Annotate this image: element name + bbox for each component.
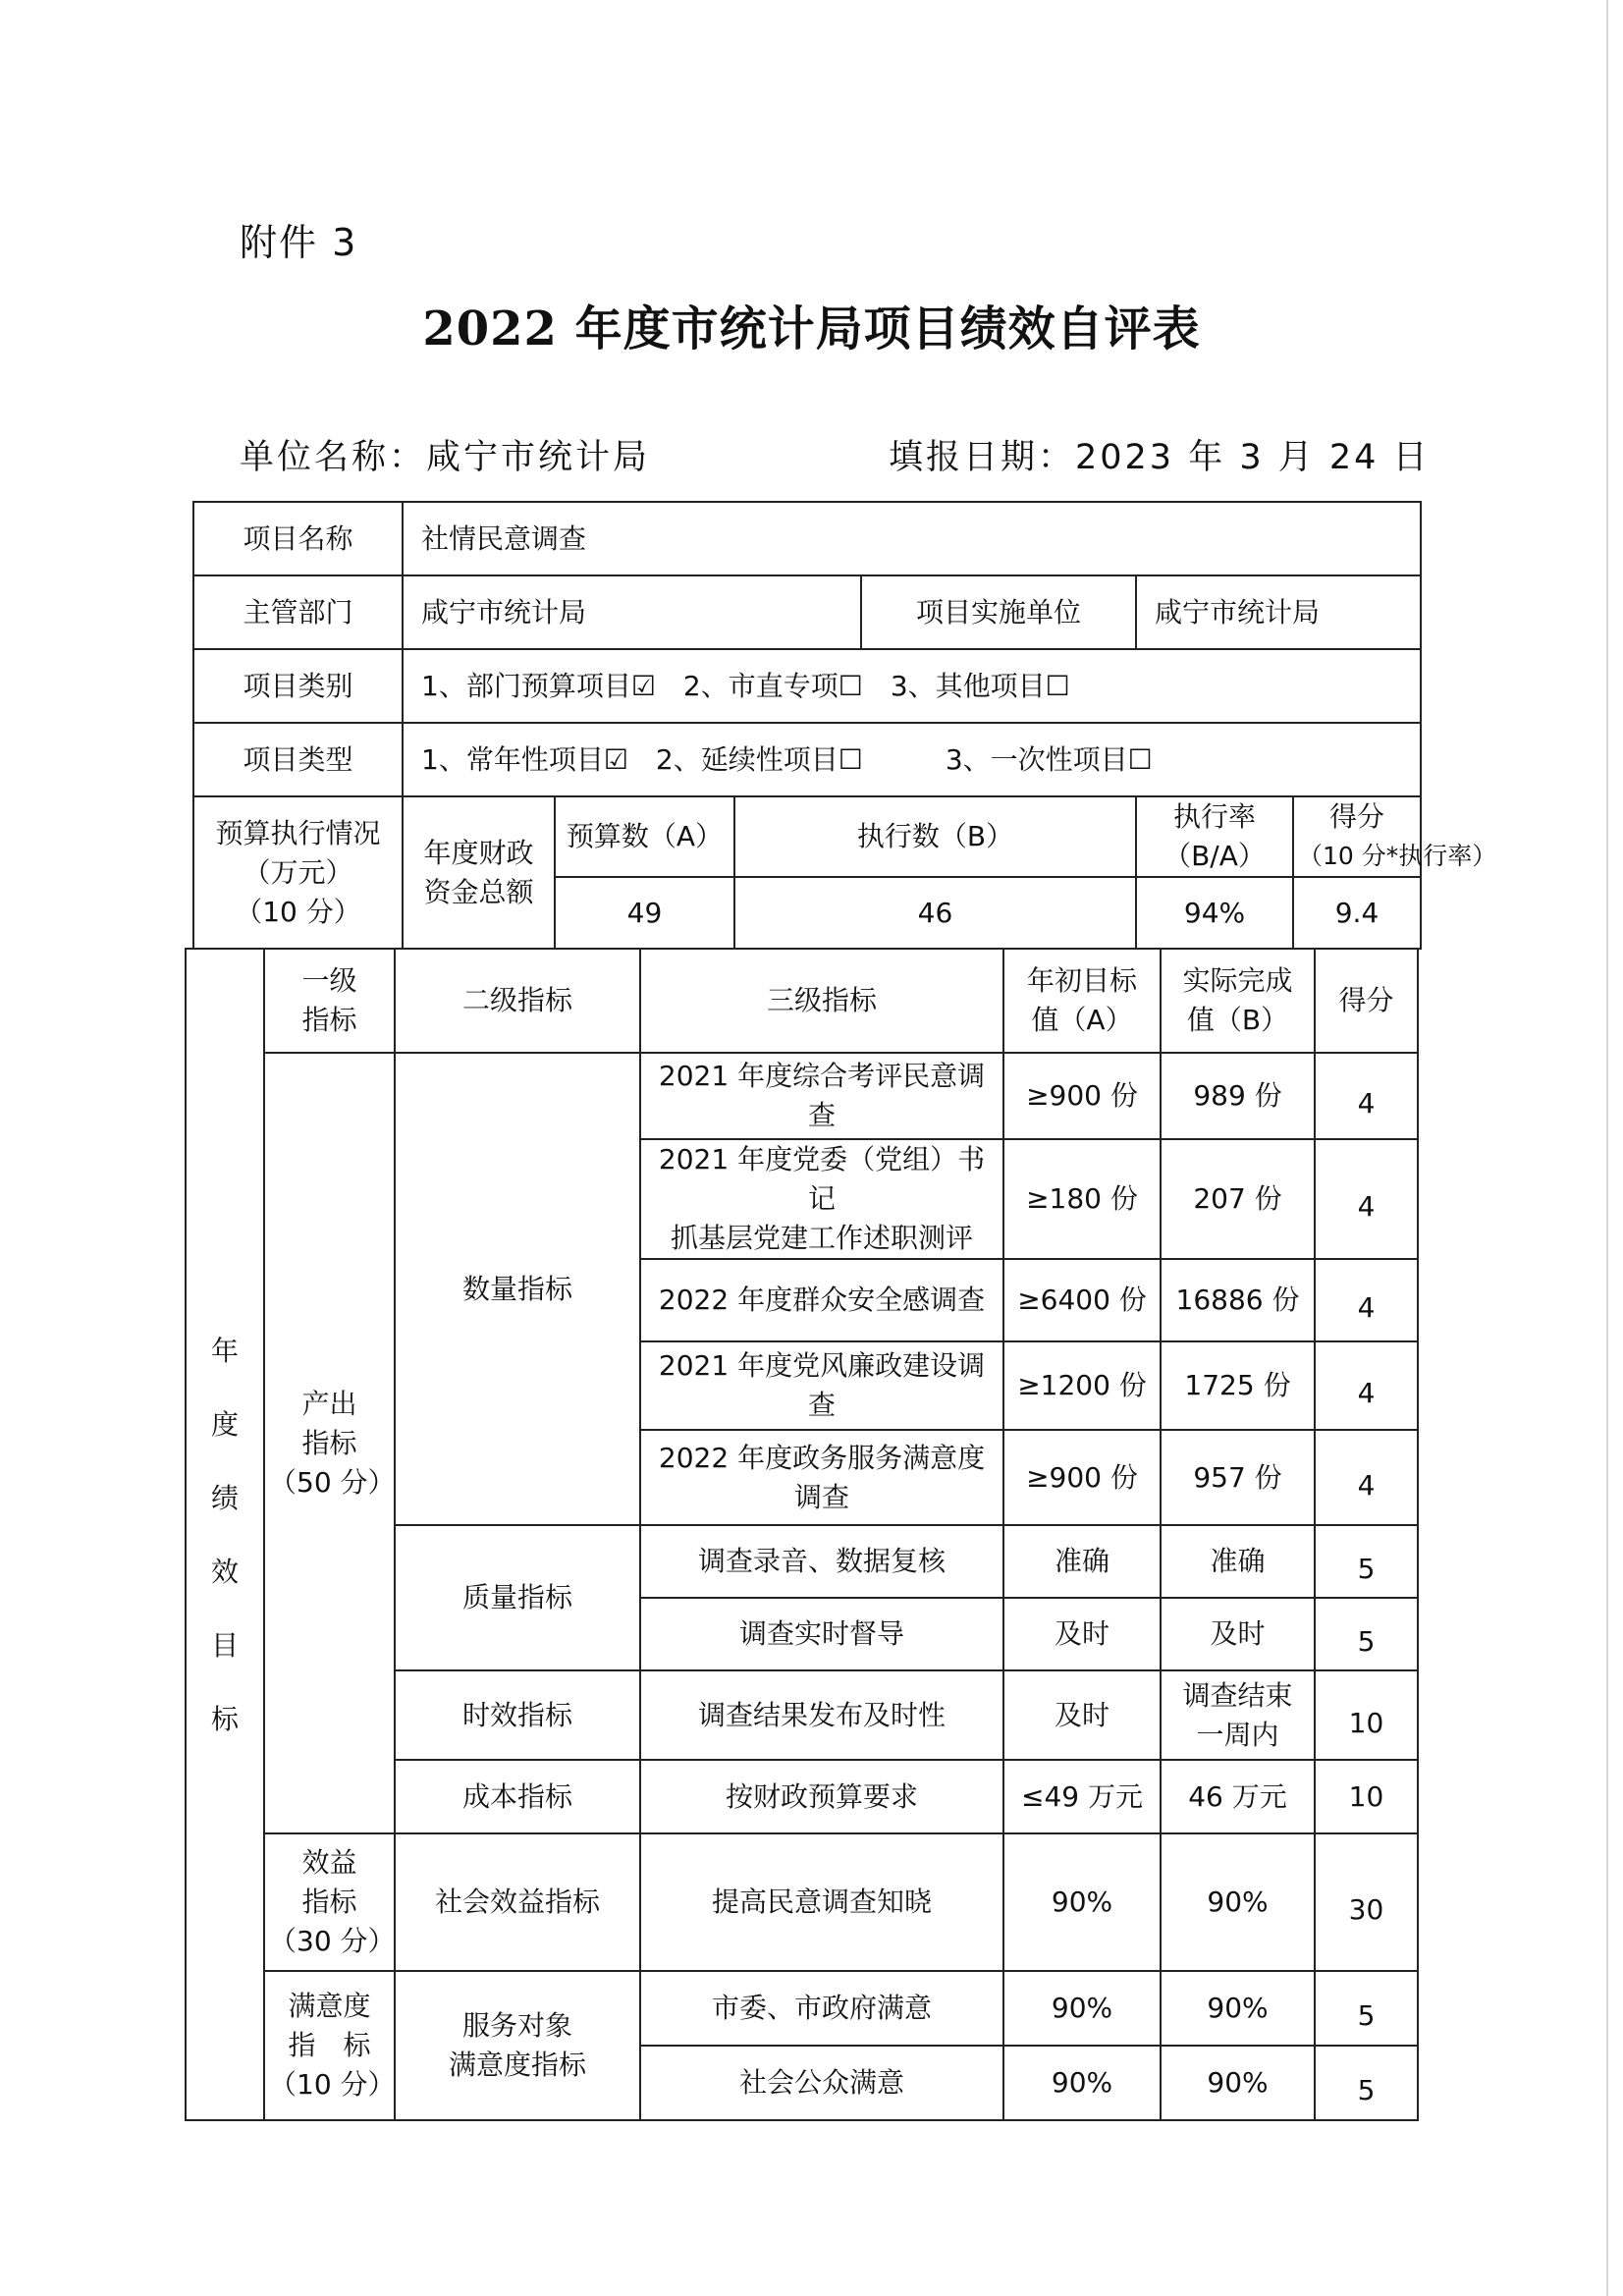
actual-cell: 46 万元	[1161, 1760, 1315, 1833]
rate-header-line1: 执行率	[1172, 800, 1256, 833]
side-char: 绩	[210, 1481, 239, 1514]
score-cell	[1315, 1430, 1418, 1525]
side-char: 目	[210, 1628, 239, 1662]
project-name-label: 项目名称	[193, 502, 403, 575]
level3-cell	[640, 1139, 1003, 1259]
level3-cell: 2022 年度群众安全感调查	[640, 1259, 1003, 1341]
quality-indicator: 质量指标	[395, 1525, 640, 1670]
project-info-table	[192, 501, 1497, 950]
level1-header	[264, 949, 395, 1053]
actual-cell: 90%	[1161, 1833, 1315, 1971]
level3-line1: 2021 年度综合考评民意调	[658, 1060, 986, 1092]
target-cell: ≥900 份	[1003, 1053, 1161, 1139]
table-row	[186, 1053, 1418, 1139]
level3-cell	[640, 1053, 1003, 1139]
level3-cell: 调查录音、数据复核	[640, 1525, 1003, 1598]
impl-unit-value: 咸宁市统计局	[1136, 575, 1421, 649]
score-cell: 10	[1315, 1760, 1418, 1833]
level3-cell: 按财政预算要求	[640, 1760, 1003, 1833]
score-value: 4	[1357, 1468, 1376, 1502]
service-line1: 服务对象	[461, 2009, 572, 2042]
unit-name: 单位名称：咸宁市统计局	[240, 438, 651, 477]
service-satisfaction-indicator	[395, 1971, 640, 2120]
budget-a-value: 49	[555, 877, 734, 949]
level3-cell: 调查结果发布及时性	[640, 1670, 1003, 1760]
score-cell	[1315, 1598, 1418, 1670]
funds-label-line1: 年度财政	[423, 836, 534, 869]
budget-label-line2: （万元）	[243, 855, 353, 889]
actual-cell: 207 份	[1161, 1139, 1315, 1259]
category-options: 1、部门预算项目☑ 2、市直专项☐ 3、其他项目☐	[403, 649, 1421, 723]
budget-b-header: 执行数（B）	[734, 796, 1136, 877]
budget-score-value: 9.4	[1293, 877, 1421, 949]
actual-cell: 16886 份	[1161, 1259, 1315, 1341]
actual-line2: 一周内	[1196, 1718, 1279, 1751]
table-row	[186, 1833, 1418, 1971]
level3-cell	[640, 1430, 1003, 1525]
rate-header	[1136, 796, 1293, 877]
satisfaction-line1: 满意度	[288, 1990, 371, 2022]
actual-line1: 调查结束	[1182, 1678, 1293, 1712]
service-line2: 满意度指标	[448, 2049, 586, 2081]
dept-label: 主管部门	[193, 575, 403, 649]
annual-target-side	[186, 949, 264, 2120]
target-cell: ≤49 万元	[1003, 1760, 1161, 1833]
report-date: 填报日期：2023 年 3 月 24 日	[889, 438, 1431, 477]
level3-cell: 社会公众满意	[640, 2046, 1003, 2120]
score-cell	[1315, 1525, 1418, 1598]
satisfaction-indicator	[264, 1971, 395, 2120]
target-cell: 及时	[1003, 1598, 1161, 1670]
level3-cell: 提高民意调查知晓	[640, 1833, 1003, 1971]
attachment-label: 附件 3	[240, 221, 358, 264]
budget-b-value: 46	[734, 877, 1136, 949]
actual-cell: 90%	[1161, 1971, 1315, 2046]
level3-line2: 查	[807, 1099, 836, 1131]
satisfaction-line3: （10 分）	[269, 2068, 396, 2101]
actual-header-line2: 值（B）	[1186, 1004, 1289, 1036]
side-char: 年	[210, 1334, 239, 1367]
target-cell: 及时	[1003, 1670, 1161, 1760]
impl-unit-label: 项目实施单位	[861, 575, 1136, 649]
target-cell: 90%	[1003, 1833, 1161, 1971]
level3-line2: 抓基层党建工作述职测评	[670, 1222, 973, 1254]
level3-line1: 2022 年度政务服务满意度	[658, 1441, 986, 1474]
benefit-indicator	[264, 1833, 395, 1971]
performance-table	[185, 948, 1419, 2121]
rate-value: 94%	[1136, 877, 1293, 949]
level3-cell: 市委、市政府满意	[640, 1971, 1003, 2046]
social-benefit-indicator: 社会效益指标	[395, 1833, 640, 1971]
score-cell	[1315, 1833, 1418, 1971]
actual-cell: 957 份	[1161, 1430, 1315, 1525]
benefit-line1: 效益	[301, 1846, 357, 1879]
level3-line2: 调查	[793, 1480, 849, 1513]
score-cell	[1315, 1259, 1418, 1341]
actual-cell	[1161, 1670, 1315, 1760]
type-label: 项目类型	[193, 723, 403, 796]
actual-cell: 准确	[1161, 1525, 1315, 1598]
score-value: 10	[1348, 1706, 1384, 1739]
budget-score-header	[1293, 796, 1497, 877]
actual-cell: 及时	[1161, 1598, 1315, 1670]
timeliness-indicator: 时效指标	[395, 1670, 640, 1760]
target-cell: ≥1200 份	[1003, 1341, 1161, 1430]
side-char: 效	[210, 1555, 239, 1588]
score-value: 4	[1357, 1377, 1376, 1409]
level2-header: 二级指标	[395, 949, 640, 1053]
actual-cell: 1725 份	[1161, 1341, 1315, 1430]
output-line2: 指标	[301, 1426, 357, 1459]
page-title: 2022 年度市统计局项目绩效自评表	[422, 301, 1201, 356]
side-char: 标	[210, 1702, 239, 1735]
target-cell: ≥6400 份	[1003, 1259, 1161, 1341]
side-char: 度	[210, 1407, 239, 1441]
funds-label-line2: 资金总额	[423, 875, 534, 908]
level3-cell: 调查实时督导	[640, 1598, 1003, 1670]
actual-header	[1161, 949, 1315, 1053]
score-value: 4	[1357, 1087, 1376, 1120]
score-value: 30	[1348, 1893, 1384, 1926]
score-value: 5	[1357, 1553, 1376, 1585]
score-cell	[1315, 1341, 1418, 1430]
benefit-line2: 指标	[301, 1886, 357, 1918]
budget-a-header: 预算数（A）	[555, 796, 734, 877]
rate-header-line2: （B/A）	[1163, 840, 1266, 872]
project-name-value: 社情民意调查	[403, 502, 1421, 575]
score-value: 5	[1357, 1999, 1376, 2032]
score-cell	[1315, 2046, 1418, 2120]
target-cell: ≥900 份	[1003, 1430, 1161, 1525]
output-indicator	[264, 1053, 395, 1833]
dept-value: 咸宁市统计局	[403, 575, 861, 649]
score-header: 得分	[1315, 949, 1418, 1053]
score-cell	[1315, 1053, 1418, 1139]
satisfaction-line2: 指 标	[288, 2029, 371, 2061]
cost-indicator: 成本指标	[395, 1760, 640, 1833]
score-cell	[1315, 1670, 1418, 1760]
score-value: 5	[1357, 1625, 1376, 1658]
level3-line2: 查	[807, 1389, 836, 1421]
type-options: 1、常年性项目☑ 2、延续性项目☐ 3、一次性项目☐	[403, 723, 1421, 796]
level3-header: 三级指标	[640, 949, 1003, 1053]
funds-total-label	[403, 796, 555, 949]
budget-label-line3: （10 分）	[235, 895, 361, 928]
score-cell	[1315, 1139, 1418, 1259]
budget-section-label	[193, 796, 403, 949]
target-cell: ≥180 份	[1003, 1139, 1161, 1259]
actual-cell: 90%	[1161, 2046, 1315, 2120]
budget-score-header-line1: 得分	[1329, 800, 1385, 833]
output-line3: （50 分）	[269, 1465, 396, 1499]
quantity-indicator: 数量指标	[395, 1053, 640, 1525]
category-label: 项目类别	[193, 649, 403, 723]
target-header-line2: 值（A）	[1031, 1004, 1133, 1036]
target-header-line1: 年初目标	[1026, 964, 1137, 997]
target-header	[1003, 949, 1161, 1053]
score-value: 5	[1357, 2074, 1376, 2106]
level3-cell	[640, 1341, 1003, 1430]
output-line1: 产出	[301, 1387, 357, 1420]
score-value: 4	[1357, 1291, 1376, 1324]
actual-header-line1: 实际完成	[1182, 964, 1293, 997]
level3-line1: 2021 年度党委（党组）书记	[658, 1143, 986, 1215]
level1-header-line1: 一级	[301, 964, 357, 997]
budget-label-line1: 预算执行情况	[215, 816, 381, 849]
actual-cell: 989 份	[1161, 1053, 1315, 1139]
level3-line1: 2021 年度党风廉政建设调	[658, 1349, 986, 1382]
budget-score-header-line2: （10 分*执行率）	[1298, 842, 1497, 870]
target-cell: 90%	[1003, 1971, 1161, 2046]
level1-header-line2: 指标	[301, 1004, 357, 1036]
score-value: 4	[1357, 1190, 1376, 1223]
target-cell: 90%	[1003, 2046, 1161, 2120]
score-cell	[1315, 1971, 1418, 2046]
benefit-line3: （30 分）	[269, 1925, 396, 1957]
target-cell: 准确	[1003, 1525, 1161, 1598]
table-row	[186, 1971, 1418, 2046]
